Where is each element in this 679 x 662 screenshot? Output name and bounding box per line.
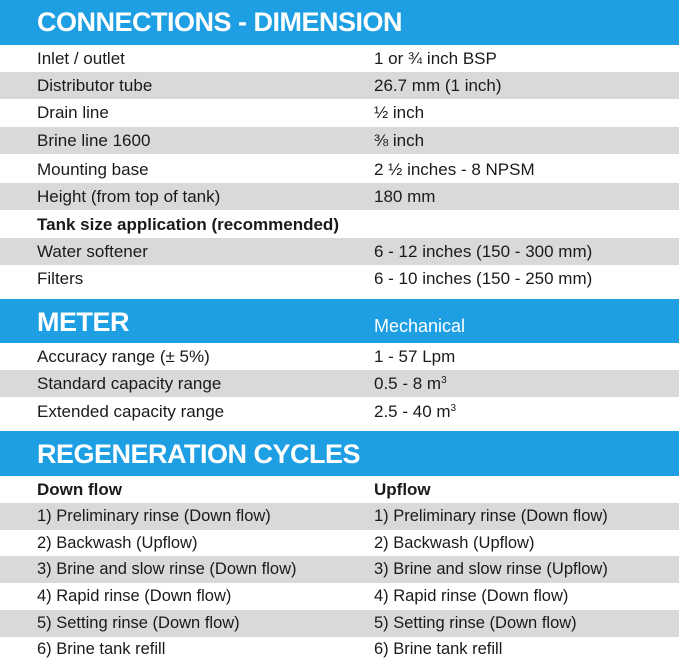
row-value: 6 - 12 inches (150 - 300 mm) — [374, 242, 593, 261]
regeneration-header — [0, 431, 679, 476]
tank-size-subheading: Tank size application (recommended) — [37, 215, 339, 234]
table-row — [0, 370, 679, 397]
row-value: ½ inch — [374, 103, 425, 122]
row-value: 180 mm — [374, 187, 436, 206]
row-value: 26.7 mm (1 inch) — [374, 76, 502, 95]
row-value: 1 or ¾ inch BSP — [374, 49, 497, 68]
row-label: Extended capacity range — [37, 402, 225, 421]
upflow-step: 1) Preliminary rinse (Down flow) — [374, 507, 608, 525]
down-flow-step: 1) Preliminary rinse (Down flow) — [37, 507, 271, 525]
table-row — [0, 238, 679, 265]
row-value: ⅜ inch — [374, 131, 425, 150]
row-label: Filters — [37, 269, 84, 288]
row-label: Accuracy range (± 5%) — [37, 347, 210, 366]
table-row — [0, 127, 679, 154]
row-label: Height (from top of tank) — [37, 187, 221, 206]
superscript: 3 — [450, 403, 457, 414]
down-flow-step: 4) Rapid rinse (Down flow) — [37, 587, 232, 605]
table-row — [0, 72, 679, 99]
table-row — [0, 636, 679, 662]
upflow-heading: Upflow — [374, 480, 431, 499]
table-row — [0, 45, 679, 72]
row-value: 2.5 - 40 $m^3$ — [374, 402, 457, 421]
table-row — [0, 343, 679, 370]
row-label: Brine line 1600 — [37, 131, 151, 150]
meter-title: METER — [37, 307, 129, 337]
table-row — [0, 556, 679, 583]
row-value: 2 ½ inches - 8 NPSM — [374, 160, 535, 179]
table-row — [0, 265, 679, 292]
connections-header — [0, 0, 679, 45]
upflow-step: 2) Backwash (Upflow) — [374, 534, 535, 552]
meter-header — [0, 299, 679, 343]
down-flow-step: 5) Setting rinse (Down flow) — [37, 614, 240, 632]
row-value: 1 - 57 Lpm — [374, 347, 456, 366]
row-label: Standard capacity range — [37, 374, 222, 393]
upflow-step: 3) Brine and slow rinse (Upflow) — [374, 560, 608, 578]
down-flow-step: 3) Brine and slow rinse (Down flow) — [37, 560, 297, 578]
down-flow-step: 6) Brine tank refill — [37, 640, 166, 658]
row-label: Drain line — [37, 103, 109, 122]
row-value: 6 - 10 inches (150 - 250 mm) — [374, 269, 593, 288]
column-headings-row — [0, 476, 679, 503]
upflow-step: 4) Rapid rinse (Down flow) — [374, 587, 569, 605]
table-subheading-row — [0, 211, 679, 238]
upflow-step: 5) Setting rinse (Down flow) — [374, 614, 577, 632]
connections-title: CONNECTIONS - DIMENSION — [37, 7, 403, 37]
table-row — [0, 610, 679, 637]
table-row — [0, 398, 679, 425]
row-value: 0.5 - 8 $m^3$ — [374, 374, 447, 393]
table-row — [0, 183, 679, 210]
down-flow-heading: Down flow — [37, 480, 122, 499]
table-row — [0, 99, 679, 126]
meter-type: Mechanical — [374, 316, 466, 336]
down-flow-step: 2) Backwash (Upflow) — [37, 534, 198, 552]
row-label: Water softener — [37, 242, 148, 261]
regeneration-title: REGENERATION CYCLES — [37, 439, 361, 469]
row-label: Distributor tube — [37, 76, 153, 95]
superscript: 3 — [441, 375, 447, 386]
table-row — [0, 583, 679, 610]
table-row — [0, 503, 679, 530]
row-label: Mounting base — [37, 160, 149, 179]
table-row — [0, 156, 679, 183]
table-row — [0, 530, 679, 557]
upflow-step: 6) Brine tank refill — [374, 640, 503, 658]
row-label: Inlet / outlet — [37, 49, 125, 68]
